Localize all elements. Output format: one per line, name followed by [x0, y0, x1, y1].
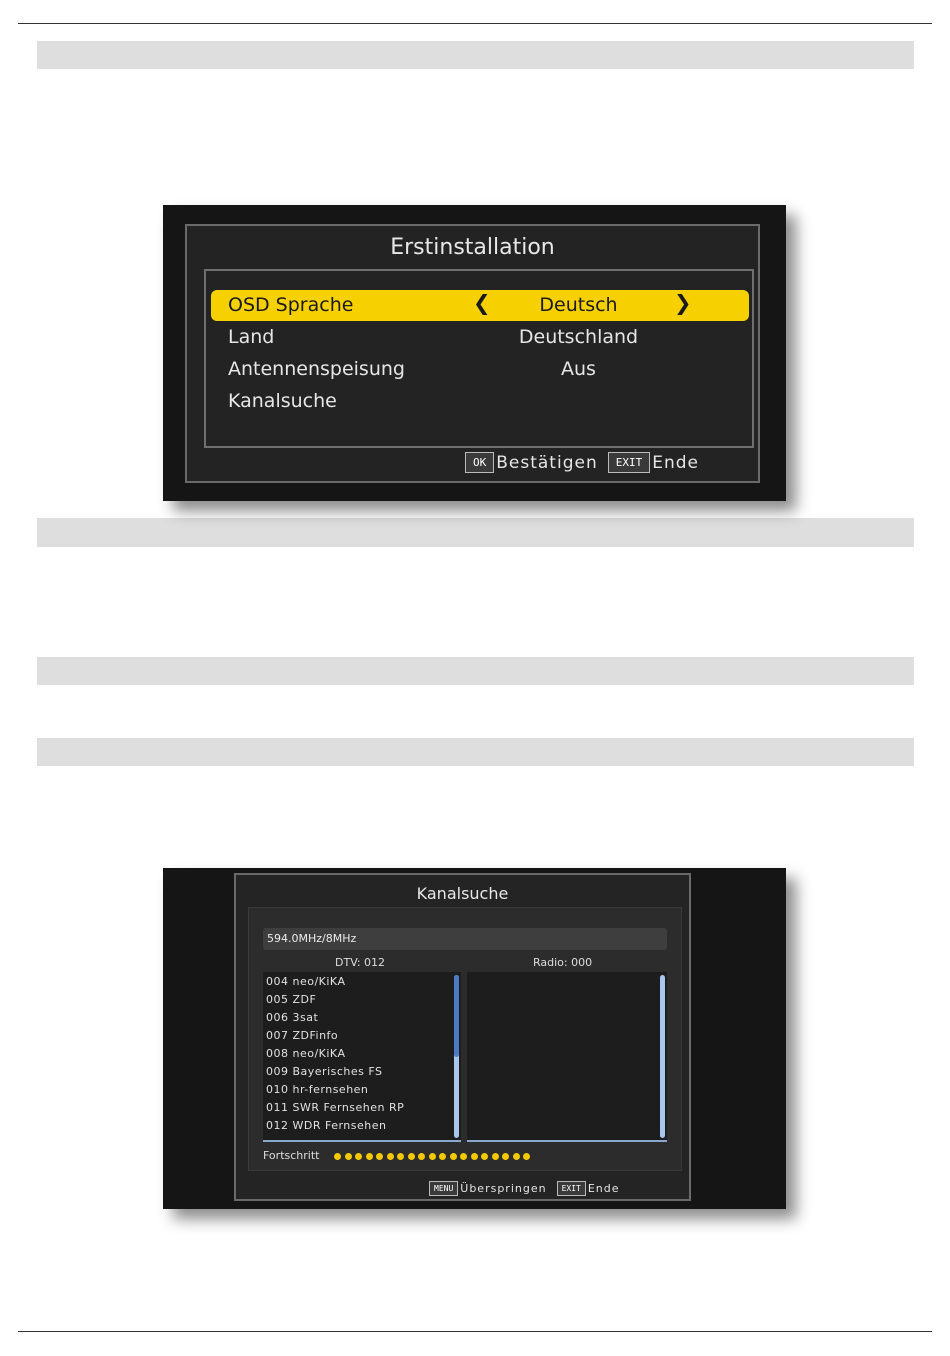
radio-channel-list[interactable] [467, 972, 667, 1142]
progress-dot [460, 1153, 467, 1160]
progress-dot [376, 1153, 383, 1160]
setting-row-land[interactable] [211, 322, 749, 353]
setting-value: Deutschland [518, 326, 639, 348]
progress-dot [523, 1153, 530, 1160]
exit-label: Ende [587, 1182, 620, 1195]
section-band-2 [37, 518, 914, 547]
kanalsuche-screen [163, 868, 786, 1209]
progress-dot [481, 1153, 488, 1160]
menu-key[interactable]: MENU [429, 1181, 458, 1196]
radio-count: Radio: 000 [533, 956, 593, 969]
list-item: 011 SWR Fernsehen RP [266, 1101, 405, 1114]
list-item: 009 Bayerisches FS [266, 1065, 383, 1078]
section-band-3 [37, 657, 914, 685]
setting-label: Land [228, 326, 275, 348]
ok-key[interactable]: OK [465, 452, 494, 473]
menu-label: Überspringen [460, 1182, 547, 1195]
dialog-footer [429, 1181, 630, 1196]
progress-dot [502, 1153, 509, 1160]
setting-row-antennenspeisung[interactable] [211, 354, 749, 385]
dialog-footer [465, 452, 709, 478]
setting-row-osd-sprache[interactable] [211, 290, 749, 321]
progress-dot [429, 1153, 436, 1160]
list-item: 007 ZDFinfo [266, 1029, 339, 1042]
top-rule [18, 23, 932, 24]
exit-key[interactable]: EXIT [608, 452, 651, 473]
progress-dot [418, 1153, 425, 1160]
erstinstallation-dialog [185, 224, 760, 483]
progress-dot [366, 1153, 373, 1160]
frequency-display: 594.0MHz/8MHz [263, 928, 667, 950]
dtv-scrollbar-thumb[interactable] [454, 975, 459, 1057]
setting-label: Kanalsuche [228, 390, 337, 412]
list-item: 008 neo/KiKA [266, 1047, 346, 1060]
list-item: 012 WDR Fernsehen [266, 1119, 387, 1132]
chevron-right-icon[interactable]: ❯ [674, 291, 692, 315]
progress-dot [450, 1153, 457, 1160]
list-item: 010 hr-fernsehen [266, 1083, 369, 1096]
settings-list [204, 269, 754, 448]
list-item: 004 neo/KiKA [266, 975, 346, 988]
dtv-channel-list[interactable] [263, 972, 461, 1142]
dtv-count: DTV: 012 [335, 956, 386, 969]
setting-label: OSD Sprache [228, 294, 354, 316]
dialog-title: Kanalsuche [416, 884, 509, 903]
progress-dot [471, 1153, 478, 1160]
exit-key[interactable]: EXIT [557, 1181, 586, 1196]
kanalsuche-dialog [234, 873, 691, 1201]
progress-dot [513, 1153, 520, 1160]
setting-row-kanalsuche[interactable] [211, 386, 749, 417]
progress-dot [387, 1153, 394, 1160]
progress-dot [439, 1153, 446, 1160]
exit-label: Ende [652, 452, 699, 473]
progress-dot [397, 1153, 404, 1160]
progress-dot [408, 1153, 415, 1160]
setting-label: Antennenspeisung [228, 358, 405, 380]
bottom-rule [18, 1331, 932, 1332]
radio-scrollbar-track[interactable] [660, 975, 665, 1138]
progress-dot [345, 1153, 352, 1160]
progress-dot [492, 1153, 499, 1160]
section-band-1 [37, 41, 914, 69]
section-band-4 [37, 738, 914, 766]
progress-dot [355, 1153, 362, 1160]
scan-panel [248, 907, 682, 1171]
ok-label: Bestätigen [496, 452, 598, 473]
chevron-left-icon[interactable]: ❮ [473, 291, 491, 315]
setting-value: Aus [561, 358, 596, 380]
list-item: 006 3sat [266, 1011, 319, 1024]
dialog-title: Erstinstallation [390, 235, 555, 260]
progress-label: Fortschritt [263, 1149, 320, 1162]
setting-value: Deutsch [539, 294, 618, 316]
erstinstallation-screen [163, 205, 786, 501]
progress-dot [334, 1153, 341, 1160]
list-item: 005 ZDF [266, 993, 317, 1006]
